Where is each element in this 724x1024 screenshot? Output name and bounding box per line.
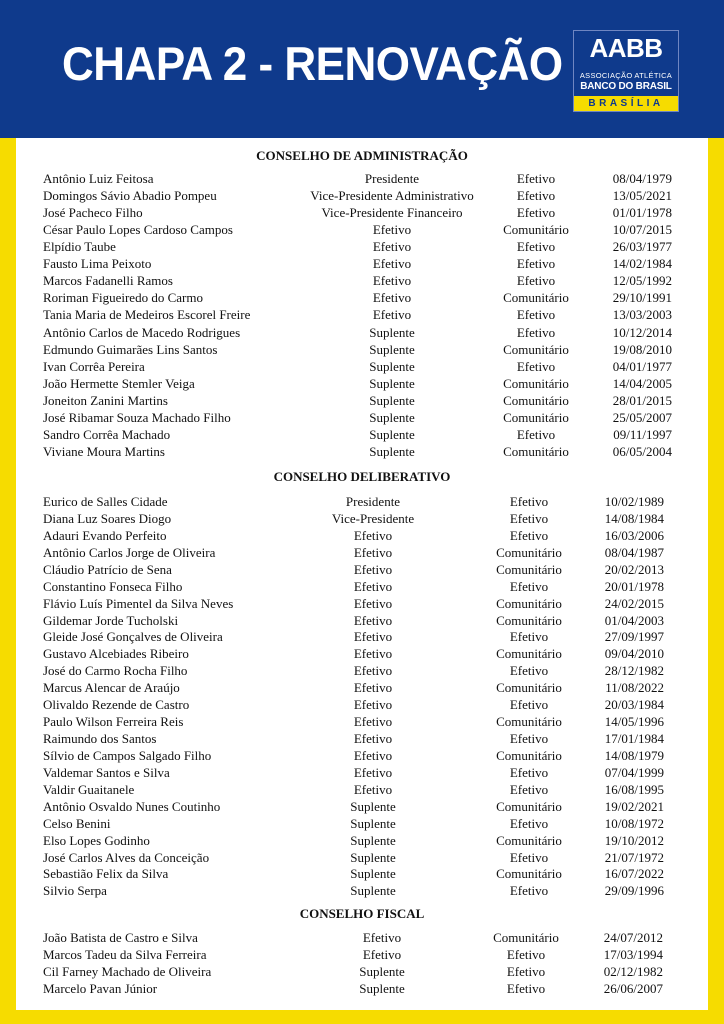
member-row: [16, 561, 708, 578]
member-date: 09/04/2010: [604, 646, 664, 662]
member-type: Efetivo: [509, 781, 549, 797]
member-type: Comunitário: [503, 290, 569, 306]
member-row: [16, 306, 708, 323]
member-role: Suplente: [369, 341, 415, 357]
member-role: Vice-Presidente: [331, 510, 415, 526]
member-date: 19/10/2012: [604, 832, 664, 848]
member-name: Antônio Osvaldo Nunes Coutinho: [43, 798, 221, 814]
member-role: Suplente: [369, 392, 415, 408]
member-date: 06/05/2004: [612, 443, 672, 459]
member-date: 17/03/1994: [603, 947, 663, 962]
member-type: Efetivo: [516, 256, 556, 272]
member-name: Antônio Luiz Feitosa: [43, 171, 154, 186]
member-type: Efetivo: [509, 731, 549, 747]
member-row: [16, 764, 708, 781]
member-row: [16, 426, 708, 443]
member-type: Efetivo: [516, 188, 556, 204]
member-row: [16, 849, 708, 866]
member-name: Marcelo Pavan Júnior: [43, 981, 158, 996]
member-name: Marcos Tadeu da Silva Ferreira: [43, 947, 207, 962]
member-date: 27/09/1997: [604, 629, 664, 645]
member-role: Suplente: [350, 832, 396, 848]
member-role: Efetivo: [353, 747, 393, 763]
member-date: 28/01/2015: [612, 392, 672, 408]
member-date: 29/09/1996: [604, 883, 664, 899]
member-type: Efetivo: [509, 629, 549, 645]
section-title: CONSELHO FISCAL: [299, 906, 425, 921]
member-row: [16, 170, 708, 187]
member-row: [16, 238, 708, 255]
member-role: Suplente: [369, 358, 415, 374]
member-name: Edmundo Guimarães Lins Santos: [43, 341, 218, 357]
member-date: 26/06/2007: [603, 981, 663, 996]
member-date: 14/02/1984: [612, 256, 672, 272]
member-row: [16, 392, 708, 409]
logo-city: BRASÍLIA: [574, 96, 678, 111]
member-date: 29/10/1991: [612, 290, 672, 306]
member-row: [16, 781, 708, 798]
member-name: Gildemar Jorde Tucholski: [43, 612, 179, 628]
member-name: Viviane Moura Martins: [43, 443, 165, 459]
member-date: 02/12/1982: [603, 964, 663, 979]
member-role: Efetivo: [353, 680, 393, 696]
member-role: Efetivo: [353, 544, 393, 560]
member-role: Efetivo: [353, 629, 393, 645]
member-type: Comunitário: [496, 561, 562, 577]
member-role: Vice-Presidente Administrativo: [310, 188, 474, 204]
member-row: [16, 865, 708, 882]
member-role: Efetivo: [372, 256, 412, 272]
member-type: Efetivo: [509, 510, 549, 526]
member-date: 11/08/2022: [605, 680, 664, 696]
member-row: [16, 730, 708, 747]
member-name: Joneiton Zanini Martins: [43, 392, 168, 408]
member-date: 09/11/1997: [613, 426, 672, 442]
member-type: Efetivo: [516, 205, 556, 221]
member-type: Efetivo: [516, 239, 556, 255]
member-name: Paulo Wilson Ferreira Reis: [43, 714, 184, 730]
member-type: Comunitário: [503, 409, 569, 425]
member-name: César Paulo Lopes Cardoso Campos: [43, 222, 233, 238]
member-date: 17/01/1984: [604, 731, 664, 747]
member-role: Suplente: [350, 815, 396, 831]
member-role: Suplente: [369, 409, 415, 425]
member-role: Efetivo: [353, 663, 393, 679]
member-date: 16/08/1995: [604, 781, 664, 797]
member-date: 07/04/1999: [604, 764, 664, 780]
member-role: Efetivo: [372, 239, 412, 255]
member-name: Valdir Guaitanele: [43, 781, 135, 797]
member-date: 01/04/2003: [604, 612, 664, 628]
member-type: Efetivo: [516, 273, 556, 289]
member-type: Comunitário: [496, 595, 562, 611]
member-role: Efetivo: [372, 273, 412, 289]
member-type: Efetivo: [516, 307, 556, 323]
member-name: Antônio Carlos Jorge de Oliveira: [43, 544, 216, 560]
member-type: Comunitário: [496, 544, 562, 560]
member-date: 01/01/1978: [612, 205, 672, 221]
member-type: Comunitário: [496, 680, 562, 696]
member-role: Suplente: [369, 443, 415, 459]
member-date: 21/07/1972: [604, 849, 664, 865]
member-type: Efetivo: [509, 494, 549, 509]
member-name: Sílvio de Campos Salgado Filho: [43, 747, 212, 763]
member-role: Vice-Presidente Financeiro: [321, 205, 463, 221]
member-date: 10/07/2015: [612, 222, 672, 238]
member-type: Comunitário: [503, 222, 569, 238]
member-name: João Hermette Stemler Veiga: [43, 375, 195, 391]
member-row: [16, 221, 708, 238]
member-type: Efetivo: [516, 171, 556, 186]
member-row: [16, 595, 708, 612]
member-name: Flávio Luís Pimentel da Silva Neves: [43, 595, 234, 611]
member-row: [16, 375, 708, 392]
member-role: Suplente: [350, 866, 396, 882]
member-type: Efetivo: [509, 883, 549, 899]
member-row: [16, 645, 708, 662]
member-row: [16, 679, 708, 696]
member-row: [16, 696, 708, 713]
member-name: Sebastião Felix da Silva: [43, 866, 169, 882]
member-type: Efetivo: [516, 358, 556, 374]
member-date: 24/02/2015: [604, 595, 664, 611]
member-role: Efetivo: [353, 612, 393, 628]
member-name: Adauri Evando Perfeito: [43, 527, 167, 543]
member-name: Elpídio Taube: [43, 239, 116, 255]
member-name: Cil Farney Machado de Oliveira: [43, 964, 212, 979]
member-row: [16, 628, 708, 645]
member-date: 25/05/2007: [612, 409, 672, 425]
member-role: Efetivo: [353, 527, 393, 543]
member-type: Comunitário: [503, 375, 569, 391]
member-role: Suplente: [369, 375, 415, 391]
member-row: [16, 510, 708, 527]
member-row: [16, 662, 708, 679]
member-name: Diana Luz Soares Diogo: [43, 510, 172, 526]
member-type: Efetivo: [509, 697, 549, 713]
member-role: Suplente: [369, 324, 415, 340]
page-title: CHAPA 2 - RENOVAÇÃO: [62, 38, 563, 91]
member-role: Suplente: [359, 964, 405, 979]
member-date: 14/08/1979: [604, 747, 664, 763]
member-type: Comunitário: [496, 832, 562, 848]
member-date: 14/08/1984: [604, 510, 664, 526]
member-date: 14/04/2005: [612, 375, 672, 391]
member-name: Cláudio Patrício de Sena: [43, 561, 172, 577]
member-date: 04/01/1977: [612, 358, 672, 374]
member-role: Efetivo: [353, 578, 393, 594]
member-role: Suplente: [350, 849, 396, 865]
member-type: Comunitário: [503, 443, 569, 459]
member-date: 24/07/2012: [603, 930, 663, 945]
member-role: Efetivo: [372, 307, 412, 323]
member-name: Sandro Corrêa Machado: [43, 426, 171, 442]
member-name: Fausto Lima Peixoto: [43, 256, 152, 272]
member-name: Ivan Corrêa Pereira: [43, 358, 145, 374]
member-role: Efetivo: [362, 947, 402, 962]
member-row: [16, 832, 708, 849]
member-type: Comunitário: [496, 612, 562, 628]
member-date: 08/04/1979: [612, 171, 672, 186]
member-type: Efetivo: [506, 947, 546, 962]
member-row: [16, 204, 708, 221]
member-role: Efetivo: [353, 764, 393, 780]
member-type: Comunitário: [493, 930, 559, 945]
member-name: Roriman Figueiredo do Carmo: [43, 290, 203, 306]
member-date: 10/02/1989: [604, 494, 664, 509]
member-type: Efetivo: [516, 426, 556, 442]
member-name: Raimundo dos Santos: [43, 731, 157, 747]
member-date: 13/03/2003: [612, 307, 672, 323]
member-name: José Pacheco Filho: [43, 205, 143, 221]
member-name: Eurico de Salles Cidade: [43, 494, 168, 509]
member-type: Comunitário: [496, 714, 562, 730]
logo-main-text: AABB: [589, 33, 663, 63]
member-row: [16, 341, 708, 358]
member-row: [16, 409, 708, 426]
member-row: [16, 324, 708, 341]
member-type: Efetivo: [509, 849, 549, 865]
member-name: Valdemar Santos e Silva: [43, 764, 170, 780]
member-row: [16, 713, 708, 730]
member-type: Efetivo: [509, 527, 549, 543]
logo-subtitle-1: ASSOCIAÇÃO ATLÉTICA: [579, 71, 673, 80]
member-row: [16, 255, 708, 272]
member-row: [16, 493, 708, 510]
member-name: Domingos Sávio Abadio Pompeu: [43, 188, 217, 204]
member-date: 16/07/2022: [604, 866, 664, 882]
member-row: [16, 815, 708, 832]
content-panel: [16, 138, 708, 1010]
member-date: 08/04/1987: [604, 544, 664, 560]
member-name: Elso Lopes Godinho: [43, 832, 150, 848]
member-row: [16, 289, 708, 306]
member-name: Tania Maria de Medeiros Escorel Freire: [43, 307, 251, 323]
header-banner: [0, 0, 724, 138]
member-name: Antônio Carlos de Macedo Rodrigues: [43, 324, 241, 340]
member-date: 19/02/2021: [604, 798, 664, 814]
member-row: [16, 747, 708, 764]
member-row: [16, 612, 708, 629]
member-row: [16, 798, 708, 815]
member-role: Efetivo: [372, 290, 412, 306]
member-type: Efetivo: [509, 663, 549, 679]
member-role: Efetivo: [353, 731, 393, 747]
member-name: Olivaldo Rezende de Castro: [43, 697, 190, 713]
member-role: Efetivo: [353, 697, 393, 713]
member-row: [16, 443, 708, 460]
member-date: 20/03/1984: [604, 697, 664, 713]
section-title: CONSELHO DELIBERATIVO: [273, 469, 451, 484]
member-date: 26/03/1977: [612, 239, 672, 255]
member-row: [16, 187, 708, 204]
member-role: Efetivo: [362, 930, 402, 945]
member-row: [16, 980, 708, 997]
member-role: Efetivo: [353, 646, 393, 662]
member-row: [16, 578, 708, 595]
member-name: José Carlos Alves da Conceição: [43, 849, 210, 865]
member-date: 20/01/1978: [604, 578, 664, 594]
member-row: [16, 358, 708, 375]
member-row: [16, 946, 708, 963]
member-row: [16, 544, 708, 561]
member-role: Suplente: [350, 883, 396, 899]
member-name: João Batista de Castro e Silva: [43, 930, 198, 945]
member-date: 19/08/2010: [612, 341, 672, 357]
member-type: Efetivo: [506, 964, 546, 979]
member-type: Efetivo: [516, 324, 556, 340]
member-date: 28/12/1982: [604, 663, 664, 679]
member-role: Presidente: [364, 171, 420, 186]
member-date: 20/02/2013: [604, 561, 664, 577]
member-date: 14/05/1996: [604, 714, 664, 730]
member-date: 10/12/2014: [612, 324, 672, 340]
member-role: Presidente: [345, 494, 401, 509]
member-type: Comunitário: [496, 747, 562, 763]
member-name: Constantino Fonseca Filho: [43, 578, 183, 594]
member-type: Efetivo: [509, 815, 549, 831]
member-role: Efetivo: [353, 595, 393, 611]
member-name: José do Carmo Rocha Filho: [43, 663, 188, 679]
member-type: Efetivo: [509, 764, 549, 780]
aabb-logo: [573, 30, 679, 112]
member-row: [16, 882, 708, 899]
section-title: CONSELHO DE ADMINISTRAÇÃO: [256, 148, 468, 163]
member-date: 10/08/1972: [604, 815, 664, 831]
member-name: José Ribamar Souza Machado Filho: [43, 409, 231, 425]
member-name: Gustavo Alcebiades Ribeiro: [43, 646, 189, 662]
member-type: Efetivo: [509, 578, 549, 594]
member-row: [16, 963, 708, 980]
member-role: Efetivo: [372, 222, 412, 238]
member-role: Suplente: [350, 798, 396, 814]
member-type: Comunitário: [503, 392, 569, 408]
member-role: Efetivo: [353, 714, 393, 730]
member-role: Suplente: [359, 981, 405, 996]
member-row: [16, 527, 708, 544]
member-name: Silvio Serpa: [43, 883, 107, 899]
member-name: Marcos Fadanelli Ramos: [43, 273, 173, 289]
member-date: 13/05/2021: [612, 188, 672, 204]
member-type: Comunitário: [496, 646, 562, 662]
member-type: Efetivo: [506, 981, 546, 996]
member-name: Gleide José Gonçalves de Oliveira: [43, 629, 223, 645]
member-date: 12/05/1992: [612, 273, 672, 289]
member-date: 16/03/2006: [604, 527, 664, 543]
member-role: Efetivo: [353, 781, 393, 797]
member-name: Marcus Alencar de Araújo: [43, 680, 180, 696]
member-type: Comunitário: [503, 341, 569, 357]
member-role: Suplente: [369, 426, 415, 442]
logo-subtitle-2: BANCO DO BRASIL: [580, 81, 672, 92]
member-role: Efetivo: [353, 561, 393, 577]
member-type: Comunitário: [496, 798, 562, 814]
member-row: [16, 929, 708, 946]
member-type: Comunitário: [496, 866, 562, 882]
member-row: [16, 272, 708, 289]
member-name: Celso Benini: [43, 815, 111, 831]
